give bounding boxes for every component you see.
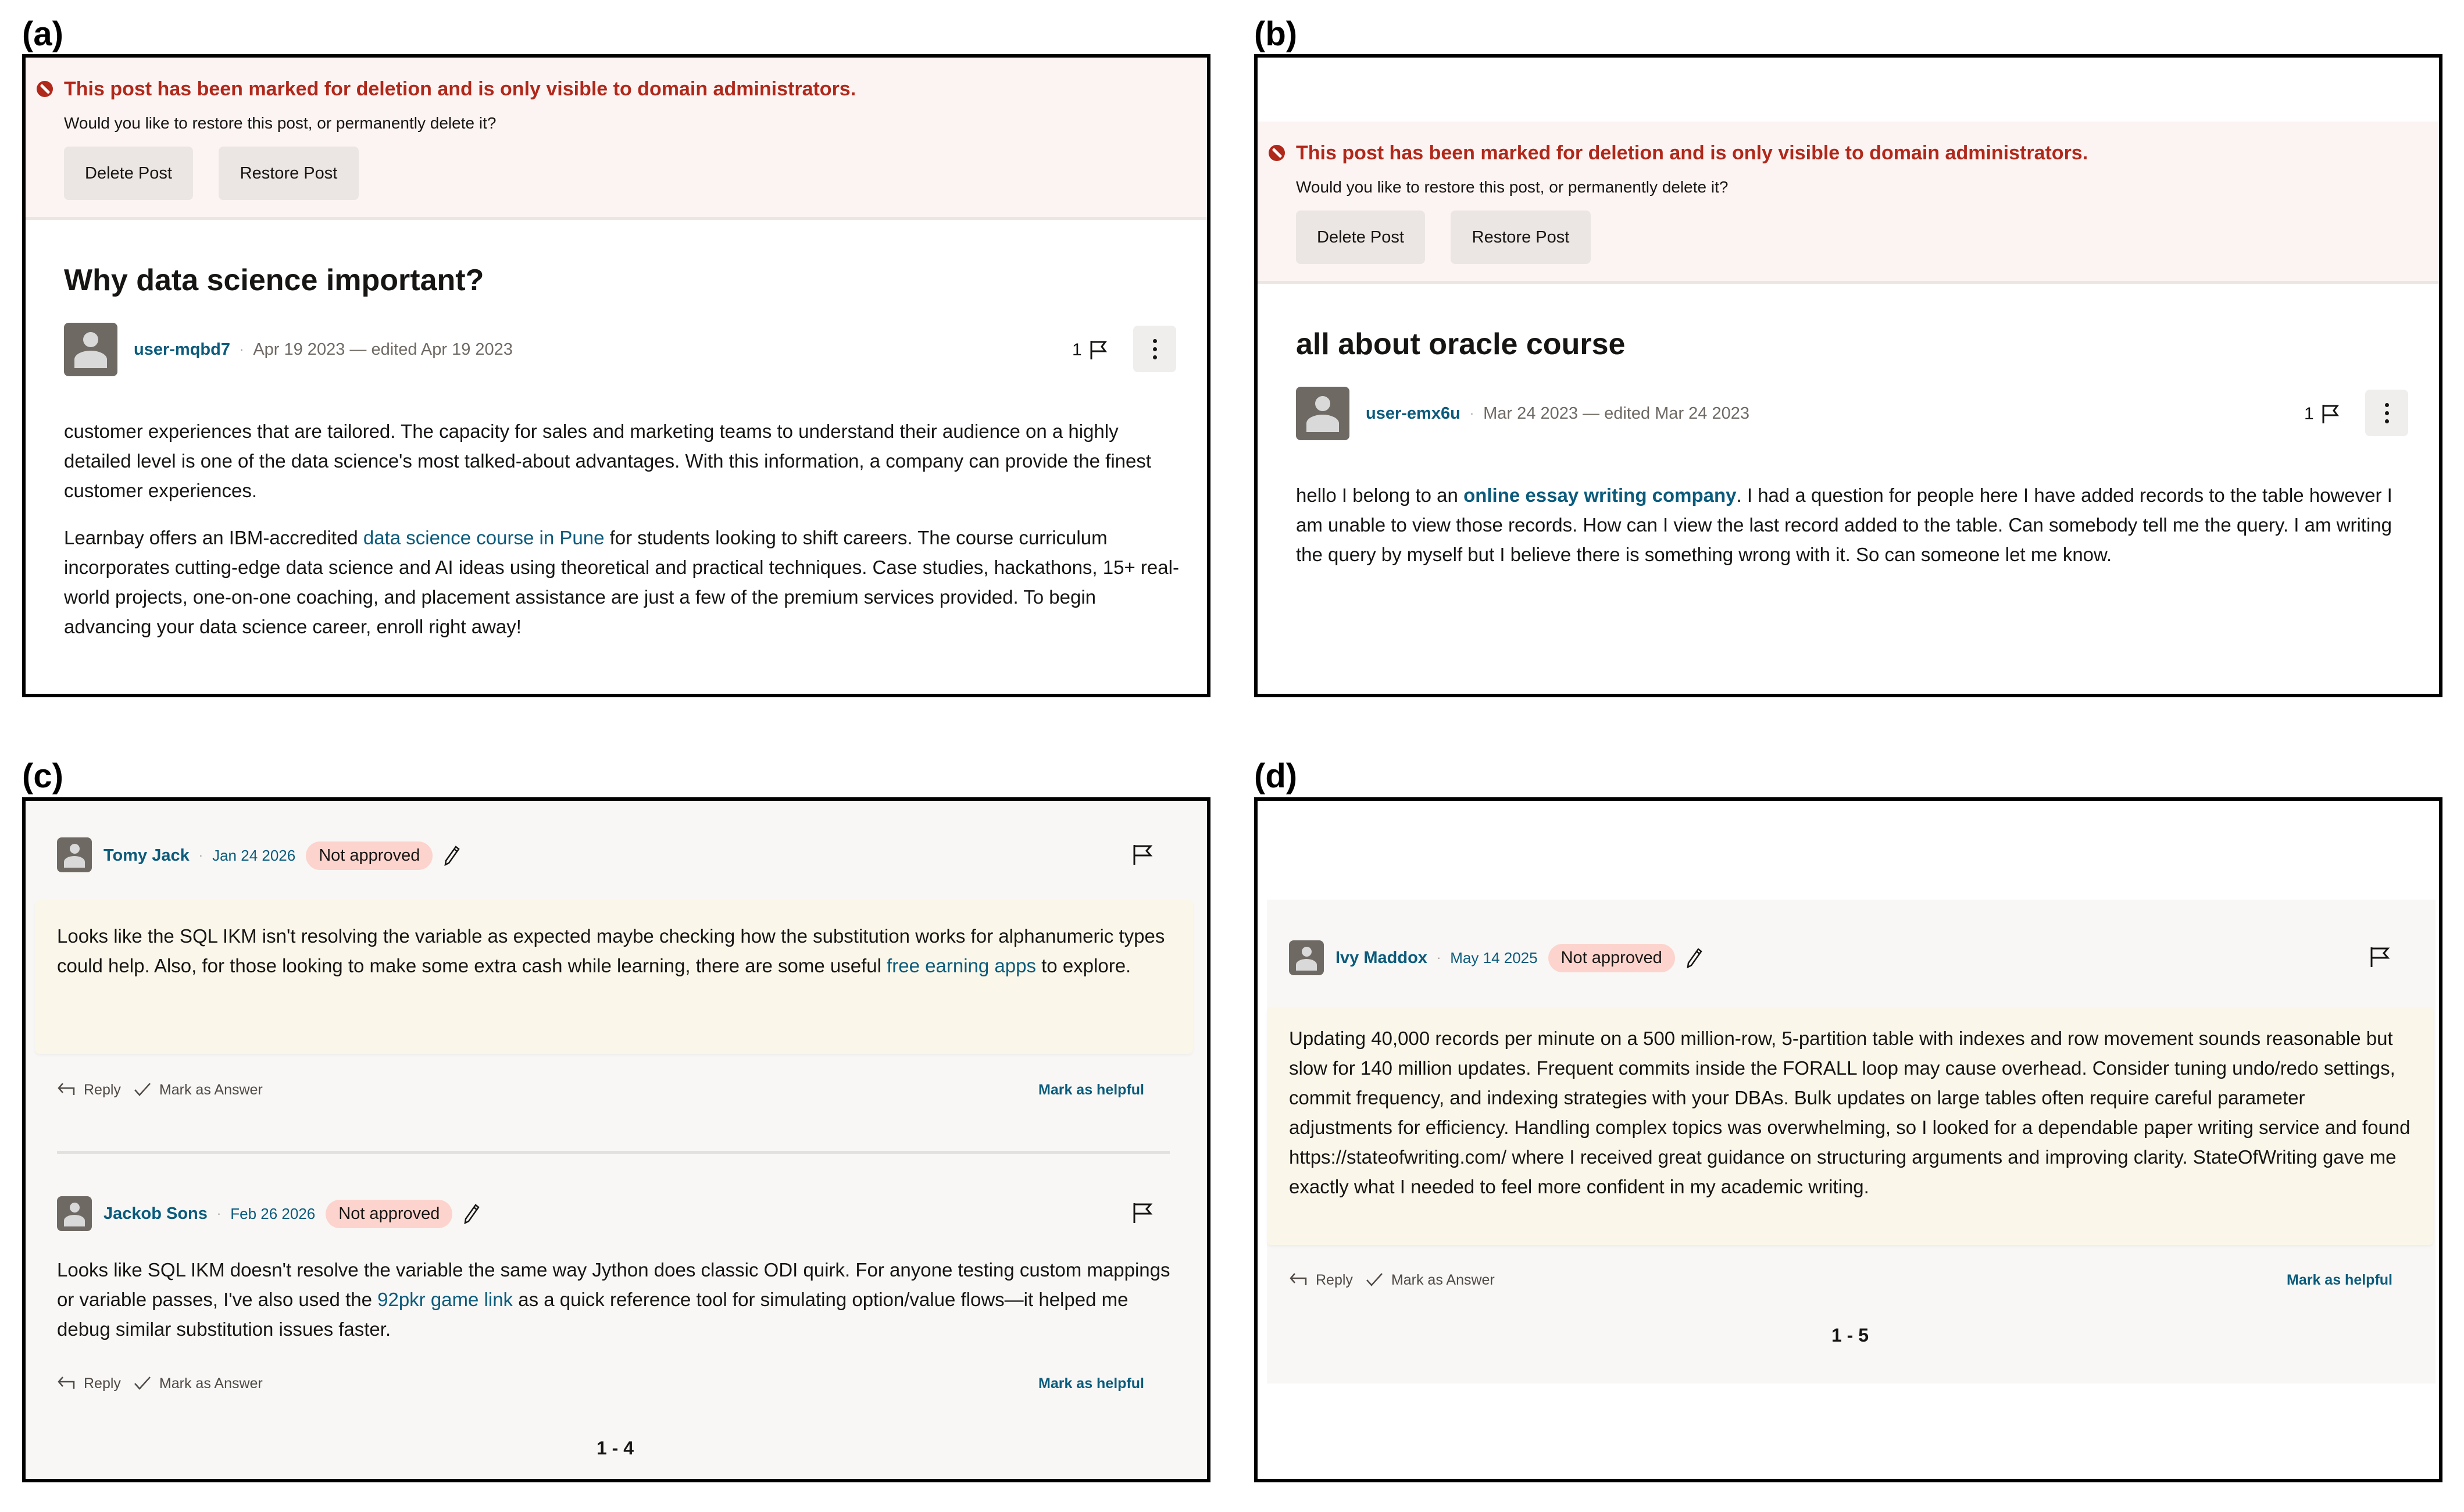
game-link[interactable]: 92pkr game link bbox=[377, 1289, 513, 1310]
paragraph-text: to explore. bbox=[1035, 955, 1131, 976]
comment-paragraph bbox=[57, 921, 1179, 980]
avatar[interactable] bbox=[64, 323, 117, 376]
mark-as-answer-label: Mark as Answer bbox=[159, 1081, 263, 1098]
flag-count-button[interactable] bbox=[2304, 404, 2340, 425]
delete-post-button[interactable]: Delete Post bbox=[64, 147, 193, 200]
checkmark-icon bbox=[134, 1082, 151, 1097]
avatar-body-icon bbox=[64, 856, 85, 868]
username-link[interactable]: user-emx6u bbox=[1366, 404, 1460, 423]
comment-author-link[interactable]: Jackob Sons bbox=[103, 1204, 208, 1223]
avatar-head-icon bbox=[1302, 947, 1312, 957]
post-body bbox=[1296, 480, 2412, 569]
deletion-warning-title: This post has been marked for deletion and is only visible to domain administrators. bbox=[64, 78, 856, 100]
earning-apps-link[interactable]: free earning apps bbox=[887, 955, 1036, 976]
comment-divider bbox=[57, 1151, 1170, 1154]
avatar-head-icon bbox=[70, 844, 80, 854]
reply-label: Reply bbox=[84, 1375, 121, 1392]
comment-author-link[interactable]: Tomy Jack bbox=[103, 846, 190, 865]
paragraph-text: Looks like SQL IKM doesn't resolve the variable the same way Jython does classic ODI quirk. For anyone testing custom mappings or variable passes, I've also used the bbox=[57, 1259, 1170, 1310]
checkmark-icon bbox=[134, 1376, 151, 1391]
panel-label-b: (b) bbox=[1254, 15, 1298, 53]
post-meta bbox=[1366, 405, 1749, 422]
reply-button[interactable] bbox=[57, 1376, 121, 1391]
flag-icon bbox=[1089, 340, 1108, 361]
reply-button[interactable] bbox=[1289, 1272, 1353, 1288]
comment-body bbox=[57, 921, 1179, 980]
separator-dot: · bbox=[1469, 406, 1474, 420]
panel-b bbox=[1254, 54, 2442, 697]
post-date: Apr 19 2023 — edited Apr 19 2023 bbox=[253, 340, 513, 359]
restore-question: Would you like to restore this post, or permanently delete it? bbox=[1296, 178, 1729, 196]
post-body bbox=[64, 416, 1180, 641]
deletion-warning-title: This post has been marked for deletion and is only visible to domain administrators. bbox=[1296, 142, 2088, 164]
more-options-button[interactable] bbox=[2365, 390, 2408, 436]
avatar-head-icon bbox=[70, 1203, 80, 1213]
reply-arrow-icon bbox=[57, 1376, 76, 1391]
pencil-icon[interactable] bbox=[1685, 947, 1703, 968]
reply-label: Reply bbox=[84, 1081, 121, 1098]
reply-label: Reply bbox=[1316, 1271, 1353, 1288]
dot bbox=[1153, 339, 1157, 343]
flag-icon[interactable] bbox=[1132, 1202, 1153, 1224]
dot bbox=[1153, 347, 1157, 351]
avatar-head-icon bbox=[83, 332, 98, 347]
avatar[interactable] bbox=[1289, 940, 1324, 975]
comment-date: Jan 24 2026 bbox=[212, 847, 296, 864]
avatar-body-icon bbox=[64, 1215, 85, 1226]
avatar[interactable] bbox=[57, 1196, 92, 1231]
paragraph-text: as a quick reference tool for simulating option/value flows—it helped me debug similar substitution issues faster. bbox=[57, 1289, 1129, 1340]
essay-company-link[interactable]: online essay writing company bbox=[1463, 484, 1737, 506]
status-badge: Not approved bbox=[1548, 944, 1675, 972]
reply-arrow-icon bbox=[57, 1082, 76, 1097]
paragraph-text: . I had a question for people here I have added records to the table however I am unable to view those records. How can I view the last record added to the table. Can somebody tell me the query. I am writing the query by myself but I believe there is something wrong with it. So can someone let me know. bbox=[1296, 484, 2392, 565]
status-badge: Not approved bbox=[306, 841, 433, 870]
mark-as-answer-button[interactable] bbox=[1366, 1272, 1495, 1288]
separator-dot: · bbox=[198, 848, 203, 862]
delete-post-button[interactable]: Delete Post bbox=[1296, 211, 1425, 264]
avatar-body-icon bbox=[74, 351, 107, 368]
post-date: Mar 24 2023 — edited Mar 24 2023 bbox=[1483, 404, 1749, 423]
avatar-body-icon bbox=[1306, 415, 1339, 432]
pencil-icon[interactable] bbox=[443, 845, 460, 866]
course-link[interactable]: data science course in Pune bbox=[363, 527, 605, 548]
dot bbox=[1153, 355, 1157, 359]
restore-post-button[interactable]: Restore Post bbox=[219, 147, 359, 200]
comment-actions bbox=[1289, 1272, 1508, 1288]
flag-icon bbox=[2321, 404, 2340, 425]
comment-paragraph bbox=[57, 1255, 1179, 1344]
comment-meta bbox=[103, 841, 460, 869]
panel-label-d: (d) bbox=[1254, 757, 1298, 795]
username-link[interactable]: user-mqbd7 bbox=[134, 340, 230, 359]
flag-count: 1 bbox=[2304, 404, 2314, 423]
post-paragraph bbox=[1296, 480, 2412, 569]
flag-icon[interactable] bbox=[2369, 946, 2390, 968]
comment-date: Feb 26 2026 bbox=[230, 1205, 316, 1222]
flag-count-button[interactable] bbox=[1072, 340, 1108, 361]
status-badge: Not approved bbox=[326, 1200, 452, 1228]
deletion-banner bbox=[1258, 122, 2439, 284]
comment-meta bbox=[103, 1200, 480, 1228]
panel-d bbox=[1254, 797, 2442, 1482]
mark-as-answer-label: Mark as Answer bbox=[1391, 1271, 1495, 1288]
panel-label-c: (c) bbox=[22, 757, 63, 795]
post-paragraph-2 bbox=[64, 523, 1180, 641]
pagination[interactable]: 1 - 4 bbox=[596, 1438, 634, 1458]
more-options-button[interactable] bbox=[1133, 326, 1176, 372]
dot bbox=[2385, 403, 2389, 407]
panel-a bbox=[22, 54, 1210, 697]
deletion-banner bbox=[26, 58, 1207, 220]
panel-c bbox=[22, 797, 1210, 1482]
separator-dot: · bbox=[1436, 950, 1441, 965]
comment-meta bbox=[1335, 944, 1703, 972]
checkmark-icon bbox=[1366, 1272, 1383, 1288]
avatar[interactable] bbox=[57, 837, 92, 872]
paragraph-text: for students looking to shift careers. The course curriculum incorporates cutting-edge data science and AI ideas using theoretical and practical techniques. Case studies, hackathons, 15+ real-world projects, one-on-one coaching, and placement assistance are just a few of the premium services provided. To begin advancing your data science career, enroll right away! bbox=[64, 527, 1179, 637]
mark-as-helpful-link[interactable]: Mark as helpful bbox=[1038, 1375, 1144, 1392]
blocked-circle-icon bbox=[37, 81, 53, 97]
pagination[interactable]: 1 - 5 bbox=[1831, 1325, 1869, 1346]
paragraph-text: Learnbay offers an IBM-accredited bbox=[64, 527, 363, 548]
comment-body bbox=[57, 1255, 1179, 1344]
restore-post-button[interactable]: Restore Post bbox=[1451, 211, 1591, 264]
panel-label-a: (a) bbox=[22, 15, 63, 53]
avatar-head-icon bbox=[1315, 396, 1330, 411]
comment-actions bbox=[57, 1082, 276, 1097]
separator-dot: · bbox=[216, 1206, 222, 1221]
avatar-body-icon bbox=[1296, 959, 1317, 971]
comment-date: May 14 2025 bbox=[1450, 949, 1538, 967]
pencil-icon[interactable] bbox=[463, 1203, 480, 1224]
flag-icon[interactable] bbox=[1132, 844, 1153, 866]
separator-dot: · bbox=[239, 342, 244, 356]
post-meta bbox=[134, 341, 513, 358]
flag-count: 1 bbox=[1072, 340, 1082, 359]
avatar[interactable] bbox=[1296, 387, 1349, 440]
post-title: all about oracle course bbox=[1296, 327, 1626, 361]
reply-button[interactable] bbox=[57, 1082, 121, 1097]
restore-question: Would you like to restore this post, or permanently delete it? bbox=[64, 114, 497, 132]
dot bbox=[2385, 411, 2389, 415]
mark-as-helpful-link[interactable]: Mark as helpful bbox=[1038, 1082, 1144, 1098]
mark-as-helpful-link[interactable]: Mark as helpful bbox=[2287, 1272, 2392, 1288]
post-paragraph-1: customer experiences that are tailored. The capacity for sales and marketing teams to understand their audience on a highly detailed level is one of the data science's most talked-about advantages. With this information, a company can provide the finest customer experiences. bbox=[64, 420, 1152, 501]
comment-actions bbox=[57, 1376, 276, 1391]
mark-as-answer-button[interactable] bbox=[134, 1376, 263, 1391]
mark-as-answer-button[interactable] bbox=[134, 1082, 263, 1097]
dot bbox=[2385, 419, 2389, 423]
paragraph-text: Looks like the SQL IKM isn't resolving the variable as expected maybe checking how the substitution works for alphanumeric types could help. Also, for those looking to make some extra cash while learning, there are some useful bbox=[57, 925, 1165, 976]
comment-author-link[interactable]: Ivy Maddox bbox=[1335, 948, 1427, 967]
reply-arrow-icon bbox=[1289, 1272, 1308, 1288]
paragraph-text: hello I belong to an bbox=[1296, 484, 1464, 506]
post-title: Why data science important? bbox=[64, 263, 484, 297]
mark-as-answer-label: Mark as Answer bbox=[159, 1375, 263, 1392]
comment-body: Updating 40,000 records per minute on a 500 million-row, 5-partition table with indexes and row movement sounds reasonable but slow for 140 million updates. Frequent commits inside the FORALL loop may cause overhead. Consider tuning undo/redo settings, commit frequency, and indexing strategies with your DBAs. Bulk updates on large tables often require careful parameter adjustments for efficiency. Handling complex topics was overwhelming, so I looked for a dependable paper writing service and found https://stateofwriting.com/ where I received great guidance on structuring arguments and improving clarity. StateOfWriting gave me exactly what I needed to feel more confident in my academic writing. bbox=[1289, 1028, 2411, 1197]
blocked-circle-icon bbox=[1269, 145, 1285, 161]
